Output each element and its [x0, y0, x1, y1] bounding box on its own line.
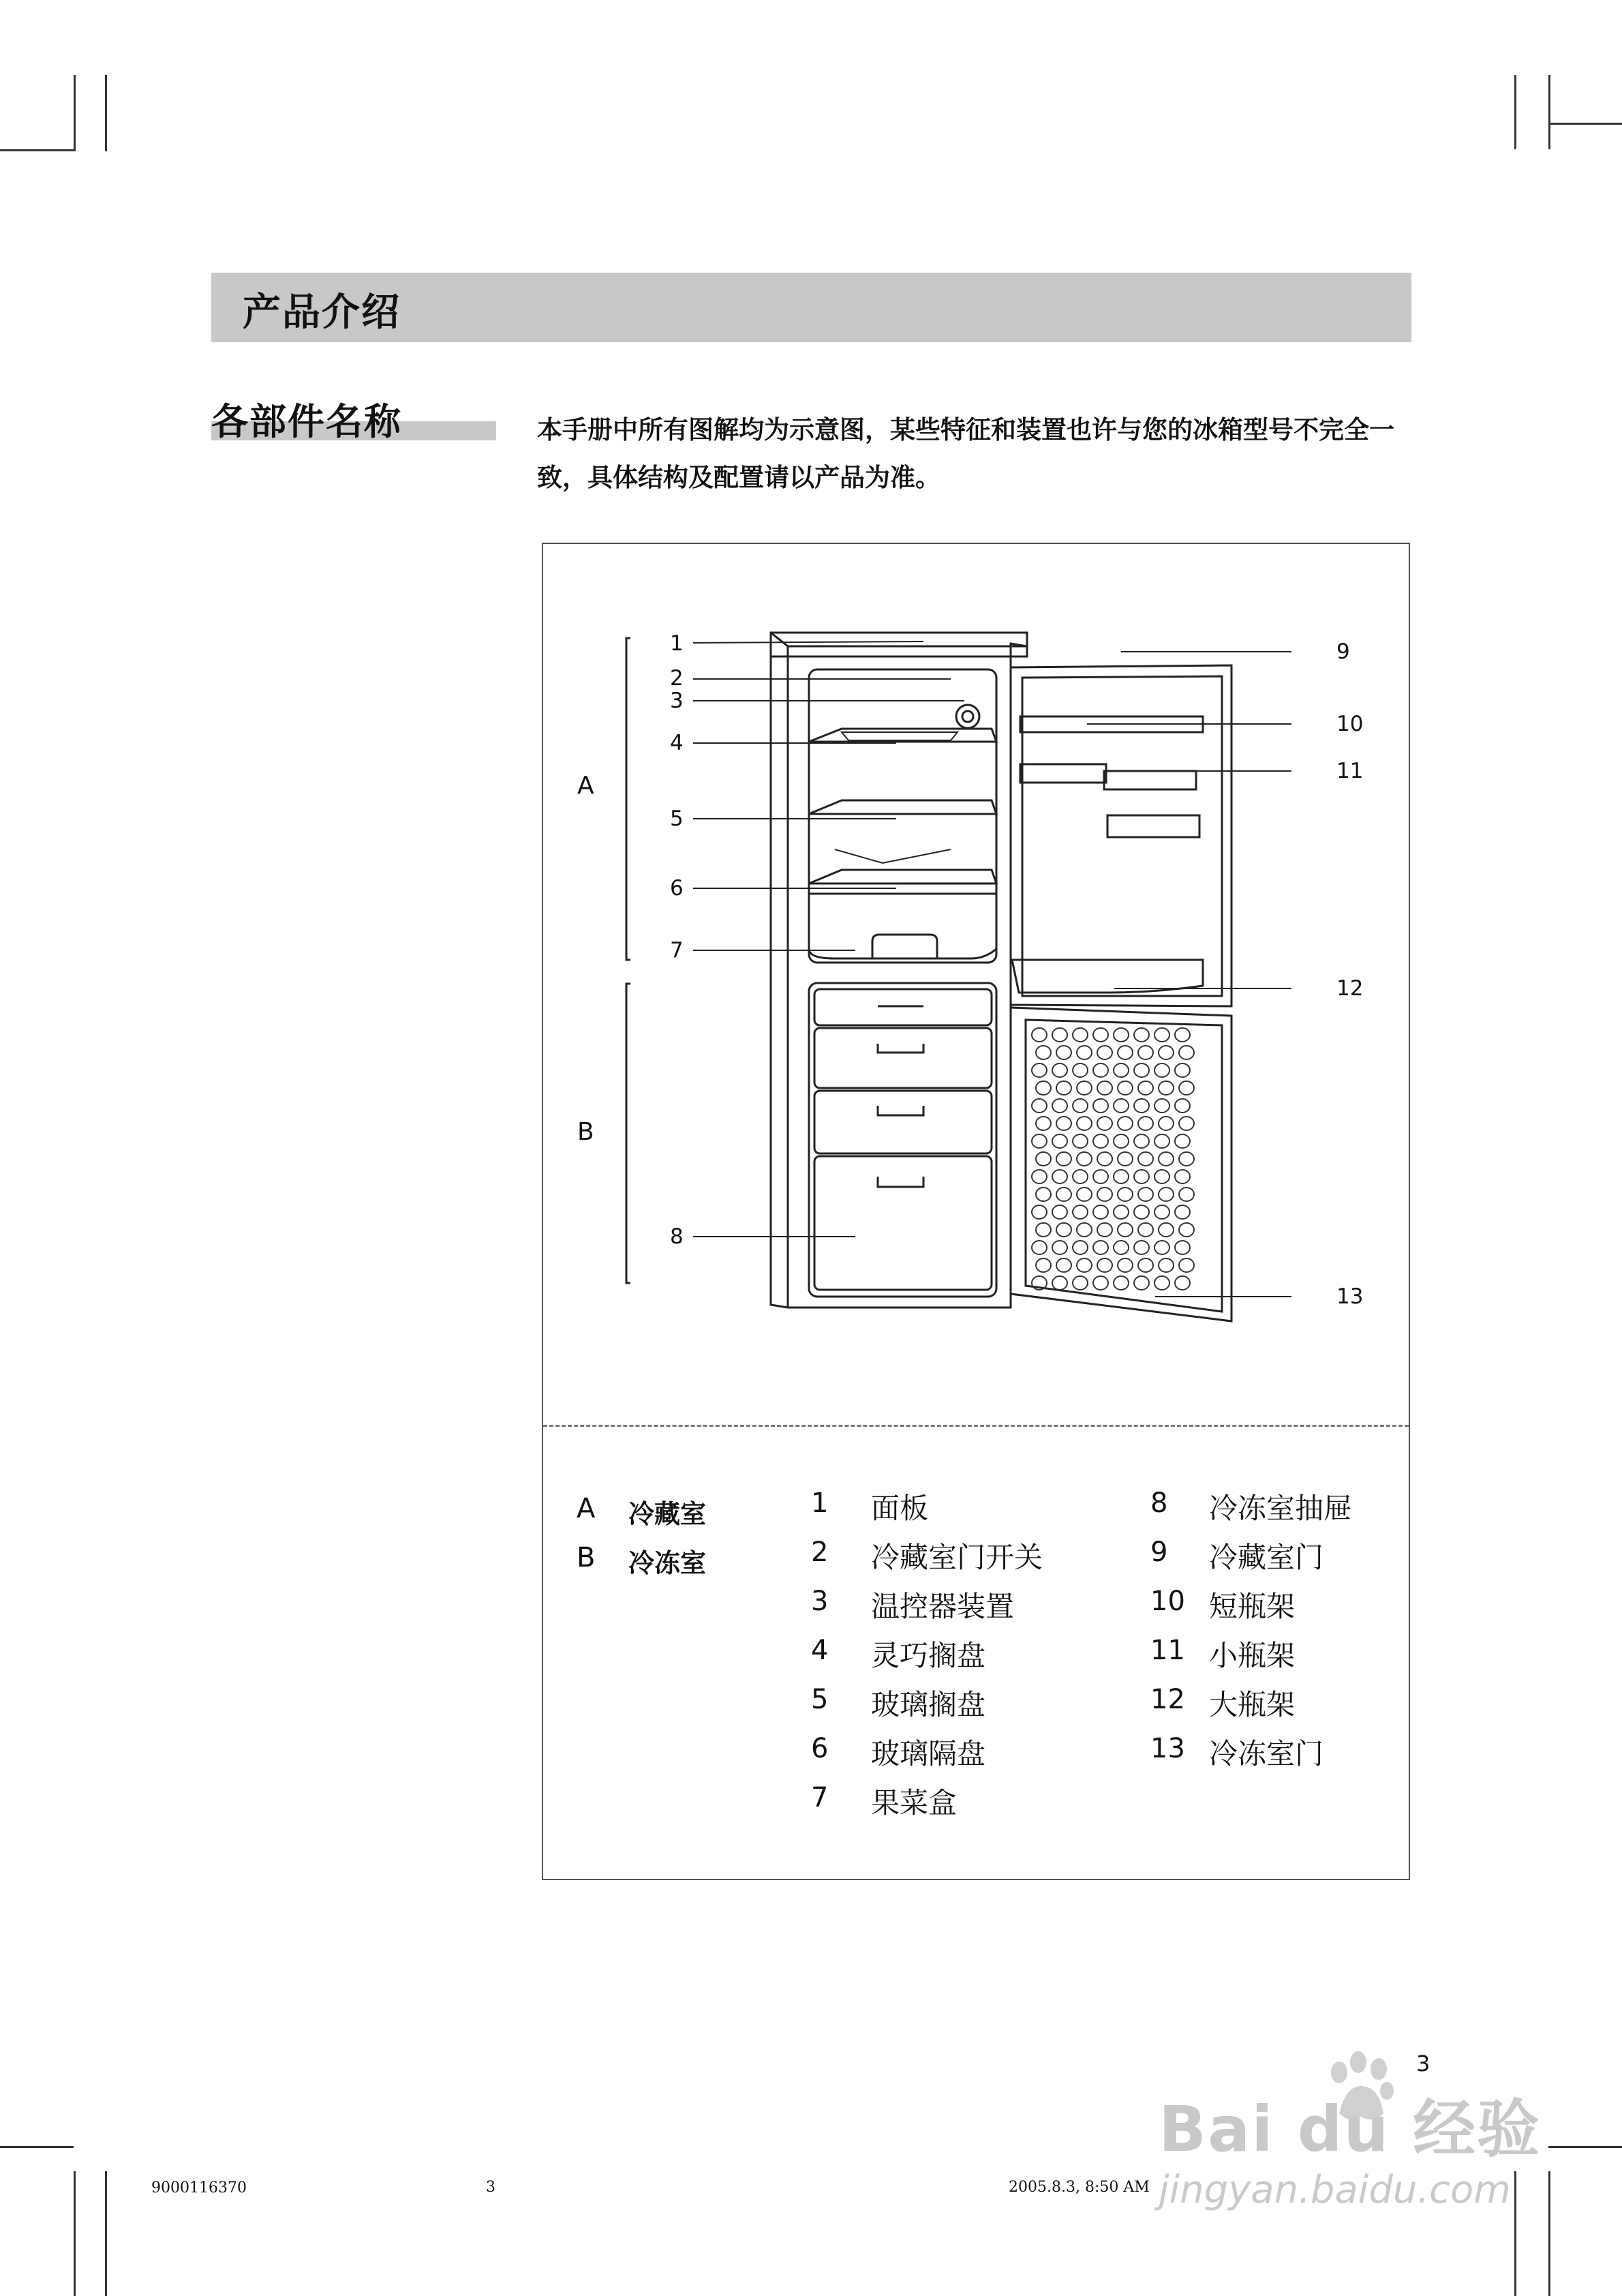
door-dimple: [1052, 1276, 1067, 1290]
footer-datetime: 2005.8.3, 8:50 AM: [1009, 2179, 1150, 2196]
legend-label: 大瓶架: [1209, 1688, 1296, 1721]
door-dimple: [1118, 1258, 1133, 1272]
legend-label: 玻璃隔盘: [871, 1737, 986, 1770]
crop-mark: [1548, 2146, 1622, 2148]
callout-8: 8: [670, 1224, 684, 1249]
freezer-compartment: [809, 983, 996, 1297]
door-dimple: [1134, 1276, 1149, 1290]
door-dimple: [1077, 1081, 1092, 1095]
door-dimple: [1114, 1134, 1129, 1148]
door-dimple: [1077, 1188, 1092, 1201]
door-dimple: [1114, 1170, 1129, 1183]
door-dimple: [1179, 1081, 1194, 1095]
door-dimple: [1134, 1063, 1149, 1077]
legend-num: 1: [811, 1487, 829, 1519]
door-dimple: [1036, 1152, 1051, 1166]
door-dimple: [1134, 1099, 1149, 1113]
legend-label: 玻璃搁盘: [871, 1688, 986, 1721]
crop-mark: [1514, 149, 1622, 151]
door-dimple: [1175, 1099, 1190, 1113]
small-bottle-rack-left: [1020, 764, 1106, 783]
door-dimple: [1073, 1241, 1088, 1254]
legend-num: 4: [811, 1635, 829, 1666]
door-dimple: [1056, 1046, 1071, 1059]
freezer-drawer-4: [814, 1156, 992, 1290]
intro-paragraph: 本手册中所有图解均为示意图，某些特征和装置也许与您的冰箱型号不完全一致，具体结构及配置请以产品为准。: [537, 415, 1394, 492]
legend-num: 8: [1150, 1487, 1168, 1519]
door-dimple: [1032, 1241, 1047, 1254]
callout-10: 10: [1336, 712, 1364, 736]
legend-label: 小瓶架: [1209, 1639, 1296, 1672]
callout-6: 6: [670, 876, 684, 901]
large-bottle-rack: [1012, 960, 1203, 993]
legend-label: 果菜盒: [871, 1786, 958, 1819]
door-dimple: [1118, 1188, 1133, 1201]
legend-section-key-a: A: [577, 1493, 596, 1524]
door-dimple: [1056, 1152, 1071, 1166]
crop-mark: [0, 2146, 74, 2148]
fridge-compartment: [809, 669, 996, 963]
door-dimple: [1077, 1223, 1092, 1237]
door-dimple: [1032, 1170, 1047, 1183]
door-dimple: [1077, 1258, 1092, 1272]
door-dimple: [1073, 1205, 1088, 1219]
crisper-box: [809, 894, 996, 958]
door-dimple: [1052, 1241, 1067, 1254]
legend-num: 6: [811, 1733, 829, 1764]
door-dimple: [1159, 1258, 1174, 1272]
callout-3: 3: [670, 689, 684, 713]
door-dimple: [1032, 1134, 1047, 1148]
door-dimple: [1179, 1223, 1194, 1237]
door-dimple: [1052, 1063, 1067, 1077]
door-dimple: [1093, 1241, 1108, 1254]
door-dimple: [1093, 1276, 1108, 1290]
crop-mark: [1548, 2171, 1550, 2296]
door-dimple: [1093, 1170, 1108, 1183]
door-dimple: [1036, 1081, 1051, 1095]
door-dimple: [1114, 1063, 1129, 1077]
door-dimple: [1134, 1170, 1149, 1183]
legend-label: 冷冻室抽屉: [1209, 1492, 1353, 1525]
door-dimple: [1032, 1028, 1047, 1042]
door-dimple: [1056, 1081, 1071, 1095]
crop-mark: [74, 2171, 76, 2296]
door-dimple: [1077, 1046, 1092, 1059]
door-dimple: [1052, 1170, 1067, 1183]
door-dimple: [1093, 1134, 1108, 1148]
door-dimple: [1056, 1188, 1071, 1201]
section-title-bar: [211, 273, 1411, 342]
legend-label: 短瓶架: [1209, 1590, 1296, 1623]
door-dimple: [1114, 1241, 1129, 1254]
door-dimple: [1179, 1258, 1194, 1272]
door-dimple: [1154, 1170, 1169, 1183]
door-dimple: [1154, 1241, 1169, 1254]
door-dimple: [1036, 1258, 1051, 1272]
freezer-drawer-3: [814, 1091, 992, 1153]
door-dimple: [1032, 1099, 1047, 1113]
door-dimple: [1097, 1152, 1112, 1166]
door-dimple: [1134, 1134, 1149, 1148]
glass-shelf: [809, 800, 996, 814]
door-dimple: [1093, 1063, 1108, 1077]
crop-mark: [1548, 75, 1550, 151]
legend-section-label-b: 冷冻室: [628, 1548, 707, 1578]
door-dimple: [1138, 1117, 1153, 1130]
page-number: 3: [1416, 2051, 1430, 2076]
door-dimple: [1097, 1188, 1112, 1201]
footer-page: 3: [486, 2179, 495, 2196]
callout-2: 2: [670, 666, 684, 691]
callout-1: 1: [670, 631, 684, 656]
crop-mark: [0, 149, 74, 151]
door-dimple: [1097, 1223, 1112, 1237]
callout-11: 11: [1336, 759, 1364, 783]
door-dimple: [1154, 1028, 1169, 1042]
legend-label: 面板: [871, 1492, 929, 1525]
door-dimple: [1159, 1188, 1174, 1201]
legend-num: 2: [811, 1537, 829, 1568]
door-dimple: [1159, 1152, 1174, 1166]
legend-num: 7: [811, 1782, 829, 1813]
door-dimple: [1073, 1170, 1088, 1183]
door-dimple: [1052, 1134, 1067, 1148]
door-dimple: [1175, 1276, 1190, 1290]
thermostat-housing: [956, 705, 979, 728]
bracket-b: [626, 984, 630, 1283]
door-dimple: [1179, 1117, 1194, 1130]
door-dimple: [1036, 1117, 1051, 1130]
legend-num: 11: [1150, 1635, 1185, 1666]
door-dimple: [1093, 1099, 1108, 1113]
legend-num: 5: [811, 1684, 829, 1715]
door-dimple: [1118, 1046, 1133, 1059]
door-dimple: [1154, 1063, 1169, 1077]
door-dimple: [1154, 1205, 1169, 1219]
door-dimple: [1097, 1046, 1112, 1059]
watermark-brand: Bai du 经验: [1159, 2093, 1542, 2166]
door-dimple: [1175, 1241, 1190, 1254]
door-dimple: [1056, 1258, 1071, 1272]
door-dimple: [1154, 1099, 1169, 1113]
section-title: 产品介绍: [243, 290, 401, 335]
crop-mark: [1514, 75, 1516, 151]
dashed-divider: [543, 1425, 1409, 1427]
door-dimple: [1036, 1223, 1051, 1237]
legend-num: 10: [1150, 1586, 1185, 1617]
door-dimple: [1052, 1099, 1067, 1113]
door-dimple: [1159, 1046, 1174, 1059]
door-dimple: [1159, 1223, 1174, 1237]
legend-label: 灵巧搁盘: [871, 1639, 986, 1672]
door-dimple: [1138, 1188, 1153, 1201]
door-dimple: [1077, 1117, 1092, 1130]
fridge-diagram: [542, 543, 1410, 1422]
door-dimple: [1073, 1276, 1088, 1290]
door-dimple: [1114, 1099, 1129, 1113]
door-dimple: [1097, 1081, 1112, 1095]
crop-mark: [1548, 123, 1622, 125]
freezer-drawer-2: [814, 1028, 992, 1088]
subsection-title: 各部件名称: [211, 400, 402, 443]
door-dimple: [1118, 1117, 1133, 1130]
door-dimple: [1118, 1152, 1133, 1166]
door-dimple: [1032, 1063, 1047, 1077]
bracket-a: [626, 638, 630, 960]
crop-mark: [105, 75, 107, 151]
legend-num: 13: [1150, 1733, 1185, 1764]
small-bottle-rack-right: [1104, 771, 1196, 789]
door-dimple: [1154, 1276, 1169, 1290]
legend-label: 温控器装置: [871, 1590, 1015, 1623]
watermark-url: jingyan.baidu.com: [1159, 2168, 1511, 2212]
door-dimple: [1175, 1205, 1190, 1219]
door-dimple: [1134, 1028, 1149, 1042]
door-dimple: [1073, 1134, 1088, 1148]
door-dimple: [1159, 1117, 1174, 1130]
door-dimple: [1175, 1170, 1190, 1183]
callout-4: 4: [670, 731, 684, 755]
legend-section-key-b: B: [577, 1542, 596, 1573]
crop-mark: [1514, 2171, 1516, 2296]
section-label-a: A: [577, 772, 594, 800]
door-dimple: [1159, 1081, 1174, 1095]
crop-mark: [105, 2171, 107, 2296]
door-dimple: [1077, 1152, 1092, 1166]
door-dimple: [1073, 1099, 1088, 1113]
footer-doc-id: 9000116370: [151, 2179, 247, 2196]
door-dimple: [1093, 1028, 1108, 1042]
callout-5: 5: [670, 806, 684, 831]
top-panel: [771, 633, 1027, 656]
door-dimple: [1134, 1205, 1149, 1219]
door-dimple: [1138, 1081, 1153, 1095]
door-dimple: [1036, 1046, 1051, 1059]
legend-num: 3: [811, 1586, 829, 1617]
door-dimple: [1138, 1152, 1153, 1166]
legend-label: 冷藏室门: [1209, 1541, 1324, 1574]
legend-num: 9: [1150, 1537, 1168, 1568]
legend-num: 12: [1150, 1684, 1185, 1715]
door-dimple: [1056, 1117, 1071, 1130]
door-dimple: [1118, 1081, 1133, 1095]
callout-7: 7: [670, 938, 684, 963]
door-dimple: [1138, 1223, 1153, 1237]
legend-section-label-a: 冷藏室: [628, 1499, 707, 1529]
door-dimple: [1138, 1046, 1153, 1059]
door-dimple: [1073, 1063, 1088, 1077]
door-dimple: [1114, 1205, 1129, 1219]
door-dimple: [1179, 1152, 1194, 1166]
door-dimple: [1052, 1028, 1067, 1042]
door-dimple: [1179, 1188, 1194, 1201]
door-dimple: [1056, 1223, 1071, 1237]
door-dimple: [1093, 1205, 1108, 1219]
door-dimple: [1052, 1205, 1067, 1219]
door-dimple: [1175, 1028, 1190, 1042]
legend-label: 冷冻室门: [1209, 1737, 1324, 1770]
door-dimple: [1138, 1258, 1153, 1272]
freezer-door-dimples: [1032, 1028, 1194, 1290]
door-dimple: [1073, 1028, 1088, 1042]
door-dimple: [1179, 1046, 1194, 1059]
door-dimple: [1114, 1276, 1129, 1290]
door-dimple: [1118, 1223, 1133, 1237]
callout-9: 9: [1336, 639, 1350, 664]
crop-mark: [74, 75, 76, 151]
door-dimple: [1175, 1134, 1190, 1148]
door-dimple: [1097, 1117, 1112, 1130]
glass-cover: [809, 870, 996, 883]
door-dimple: [1036, 1188, 1051, 1201]
door-dimple: [1097, 1258, 1112, 1272]
door-dimple: [1114, 1028, 1129, 1042]
door-dimple: [1175, 1063, 1190, 1077]
door-dimple: [1134, 1241, 1149, 1254]
callout-12: 12: [1336, 976, 1364, 1001]
callout-13: 13: [1336, 1284, 1364, 1309]
door-dimple: [1032, 1205, 1047, 1219]
legend-label: 冷藏室门开关: [871, 1541, 1043, 1574]
section-label-b: B: [577, 1118, 594, 1146]
door-dimple: [1154, 1134, 1169, 1148]
